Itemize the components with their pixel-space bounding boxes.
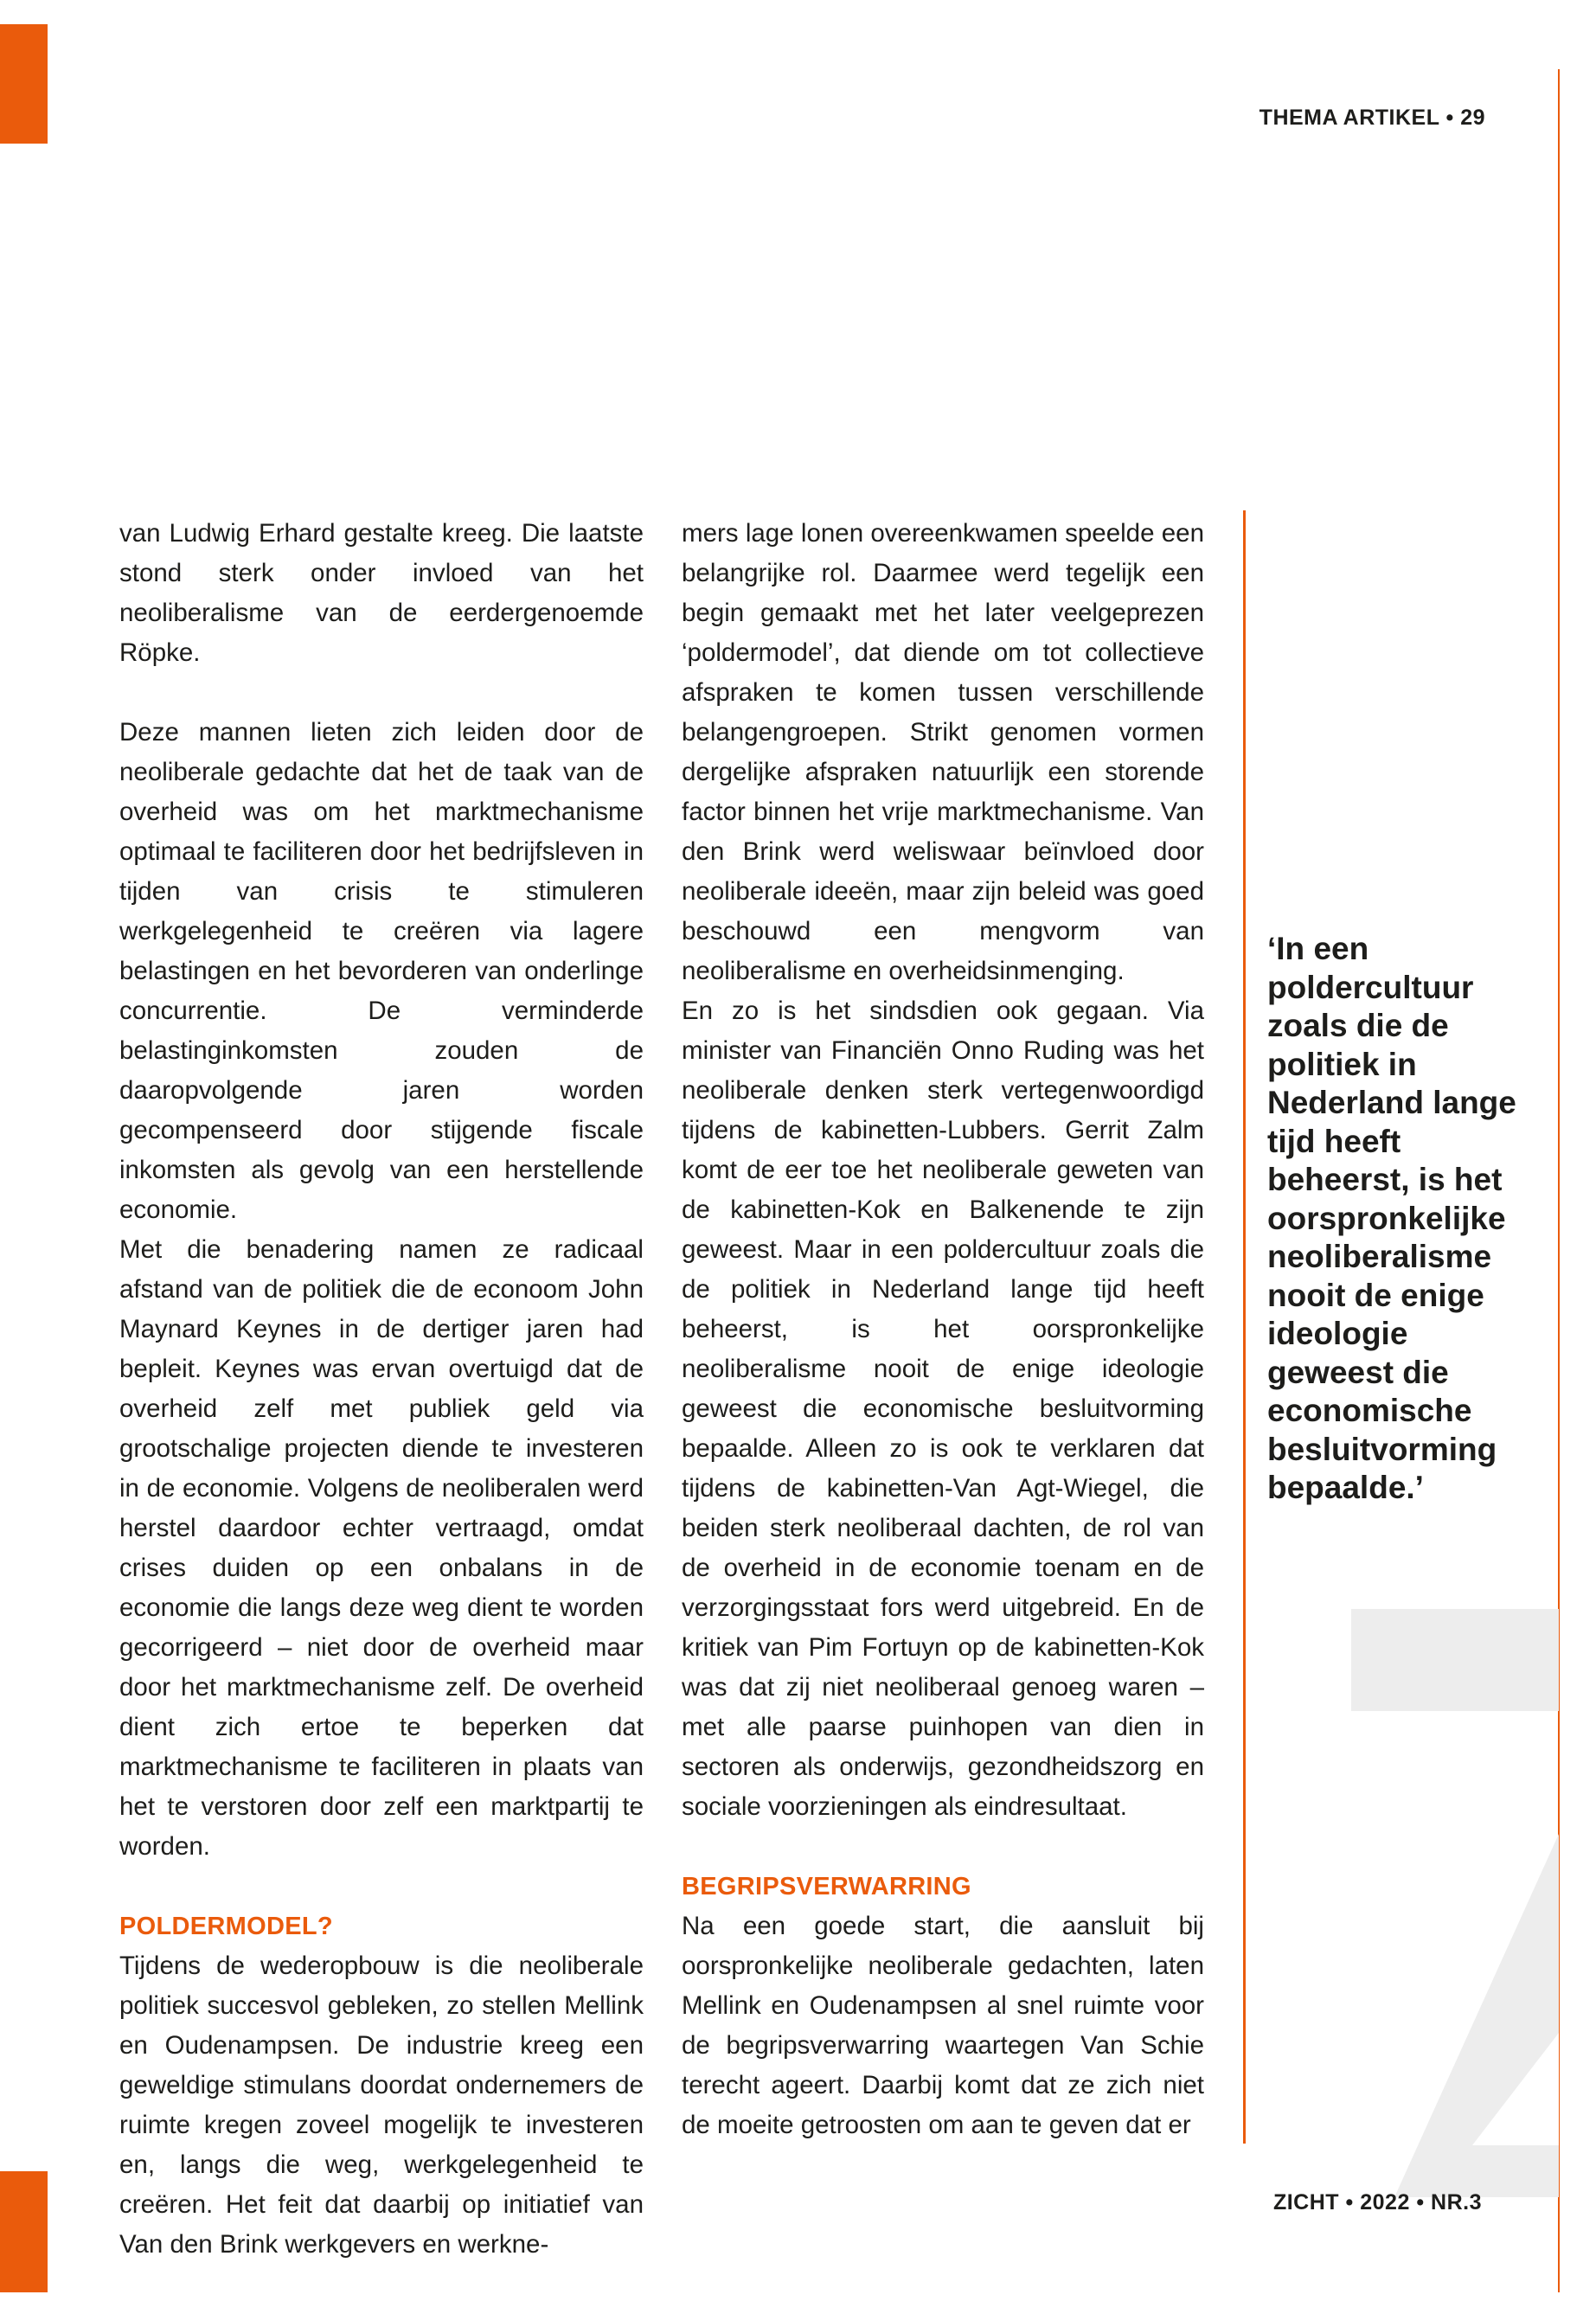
section-heading-begripsverwarring: BEGRIPSVERWARRING — [682, 1873, 971, 1900]
magazine-name: ZICHT — [1272, 2190, 1340, 2214]
orange-edge-marker-top — [0, 24, 48, 144]
article-column-left — [119, 514, 644, 2265]
page-number: 29 — [1460, 106, 1485, 130]
orange-edge-marker-bottom — [0, 2171, 48, 2292]
section-heading-poldermodel: POLDERMODEL? — [119, 1913, 333, 1940]
footer-separator: • — [1416, 2190, 1425, 2214]
decorative-shape-top — [1351, 1609, 1559, 1711]
section-label: THEMA ARTIKEL — [1259, 106, 1440, 130]
decorative-wedge — [1351, 1834, 1559, 2197]
header-separator: • — [1445, 106, 1454, 130]
paragraph: mers lage lonen overeenkwamen speelde een belangrijke rol. Daarmee werd tegelijk een begin gemaakt met het later veelgeprezen ‘poldermodel’, dat diende om tot collectieve afspraken te komen tussen verschillende belangengroepen. Strikt genomen vormen dergelijke afspraken natuurlijk een storende factor binnen het vrije marktmechanisme. Van den Brink werd weliswaar beïnvloed door neoliberale ideeën, maar zijn beleid was goed beschouwd een mengvorm van neoliberalisme en overheidsinmenging. — [682, 519, 1204, 985]
article-column-middle — [682, 514, 1204, 2145]
footer-separator: • — [1345, 2190, 1354, 2214]
paragraph: Tijdens de wederopbouw is die neoliberale politiek succesvol gebleken, zo stellen Mellink en Oudenampsen. De industrie kreeg een geweldige stimulans doordat ondernemers de ruimte kregen zoveel mogelijk te investeren en, langs die weg, werkgelegenheid te creëren. Het feit dat daarbij op initiatief van Van den Brink werkgevers en werkne- — [119, 1952, 644, 2259]
paragraph: van Ludwig Erhard gestalte kreeg. Die laatste stond sterk onder invloed van het neoliberalisme van de eerdergenoemde Röpke. — [119, 519, 644, 667]
running-footer — [1273, 2190, 1482, 2215]
paragraph: Na een goede start, die aansluit bij oorspronkelijke neoliberale gedachten, laten Mellink en Oudenampsen al snel ruimte voor de begripsverwarring waartegen Van Schie terecht ageert. Daarbij komt dat ze zich niet de moeite getroosten om aan te geven dat er — [682, 1912, 1204, 2139]
issue-number: NR.3 — [1431, 2190, 1482, 2214]
pullquote-divider — [1243, 510, 1246, 2144]
pull-quote: ‘In een poldercultuur zoals die de politiek in Nederland lange tijd heeft beheerst, is het oorspronkelijke neoliberalisme nooit de enige ideologie geweest die economische besluitvorming bepaalde.’ — [1267, 931, 1516, 1505]
paragraph: En zo is het sindsdien ook gegaan. Via minister van Financiën Onno Ruding was het neoliberale denken sterk vertegenwoordigd tijdens de kabinetten-Lubbers. Gerrit Zalm komt de eer toe het neoliberale geweten van de kabinetten-Kok en Balkenende te zijn geweest. Maar in een poldercultuur zoals die de politiek in Nederland lange tijd heeft beheerst, is het oorspronkelijke neoliberalisme nooit de enige ideologie geweest die economische besluitvorming bepaalde. Alleen zo is ook te verklaren dat tijdens de kabinetten-Van Agt-Wiegel, die beiden sterk neoliberaal dachten, de rol van de overheid in de economie toenam en de verzorgingsstaat fors werd uitgebreid. En de kritiek van Pim Fortuyn op de kabinetten-Kok was dat zij niet neoliberaal genoeg waren – met alle paarse puinhopen van dien in sectoren als onderwijs, gezondheidszorg en sociale voorzieningen als eindresultaat. — [682, 997, 1204, 1821]
running-header — [1259, 106, 1485, 131]
issue-year: 2022 — [1360, 2190, 1410, 2214]
paragraph: Deze mannen lieten zich leiden door de neoliberale gedachte dat het de taak van de overheid was om het marktmechanisme optimaal te faciliteren door het bedrijfsleven in tijden van crisis te stimuleren werkgelegenheid te creëren via lagere belastingen en het bevorderen van onderlinge concurrentie. De verminderde belastinginkomsten zouden de daaropvolgende jaren worden gecompenseerd door stijgende fiscale inkomsten als gevolg van een herstellende economie. — [119, 718, 644, 1224]
paragraph: Met die benadering namen ze radicaal afstand van de politiek die de econoom John Maynard Keynes in de dertiger jaren had bepleit. Keynes was ervan overtuigd dat de overheid zelf met publiek geld via grootschalige projecten diende te investeren in de economie. Volgens de neoliberalen werd herstel daardoor echter vertraagd, omdat crises duiden op een onbalans in de economie die langs deze weg dient te worden gecorrigeerd – niet door de overheid maar door het marktmechanisme zelf. De overheid dient zich ertoe te beperken dat marktmechanisme te faciliteren in plaats van het te verstoren door zelf een marktpartij te worden. — [119, 1235, 644, 1861]
